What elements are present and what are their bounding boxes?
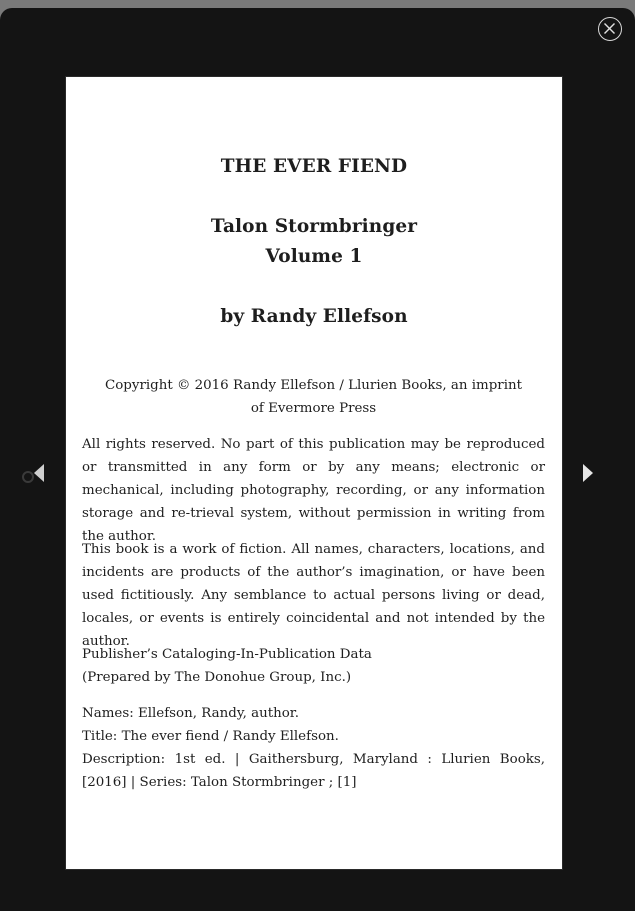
book-page <box>65 76 563 870</box>
triangle-right-icon <box>576 463 606 493</box>
volume-label: Volume 1 <box>265 246 363 267</box>
fiction-text: This book is a work of fiction. All names, characters, locations, and incidents are products of the author’s imagination, or have been used fictitiously. Any semblance to actual persons living or dead, locales, or events is entirely coincidental and not intended by the author. <box>82 542 545 649</box>
previous-page-button[interactable] <box>22 463 52 493</box>
book-title: THE EVER FIEND <box>220 156 408 177</box>
copyright-line: Copyright © 2016 Randy Ellefson / Llurien Books, an imprint <box>105 378 522 393</box>
copyright-line: of Evermore Press <box>250 401 377 416</box>
cip-preparer: (Prepared by The Donohue Group, Inc.) <box>82 670 352 685</box>
next-page-button[interactable] <box>576 463 606 493</box>
close-icon <box>603 22 616 35</box>
series-title: Talon Stormbringer <box>210 216 418 237</box>
loading-spinner-icon <box>22 471 34 483</box>
cip-block <box>82 643 545 689</box>
catalog-names: Names: Ellefson, Randy, author. <box>82 706 299 721</box>
cip-heading: Publisher’s Cataloging-In-Publication Data <box>82 647 372 662</box>
author-byline: by Randy Ellefson <box>220 306 408 327</box>
catalog-title: Title: The ever fiend / Randy Ellefson. <box>82 729 339 744</box>
close-button[interactable] <box>598 17 622 41</box>
catalog-description: Description: 1st ed. | Gaithersburg, Maryland : Llurien Books, [2016] | Series: Talon Stormbringer ; [1] <box>82 752 545 790</box>
copyright-notice <box>82 374 545 420</box>
catalog-entry <box>82 702 545 794</box>
rights-text: All rights reserved. No part of this publication may be reproduced or transmitted in any form or by any means; electronic or mechanical, including photography, recording, or any information storage and re-trieval system, without permission in writing from the author. <box>82 437 545 544</box>
fiction-disclaimer <box>82 538 545 653</box>
book-viewer <box>0 8 635 911</box>
rights-paragraph <box>82 433 545 548</box>
